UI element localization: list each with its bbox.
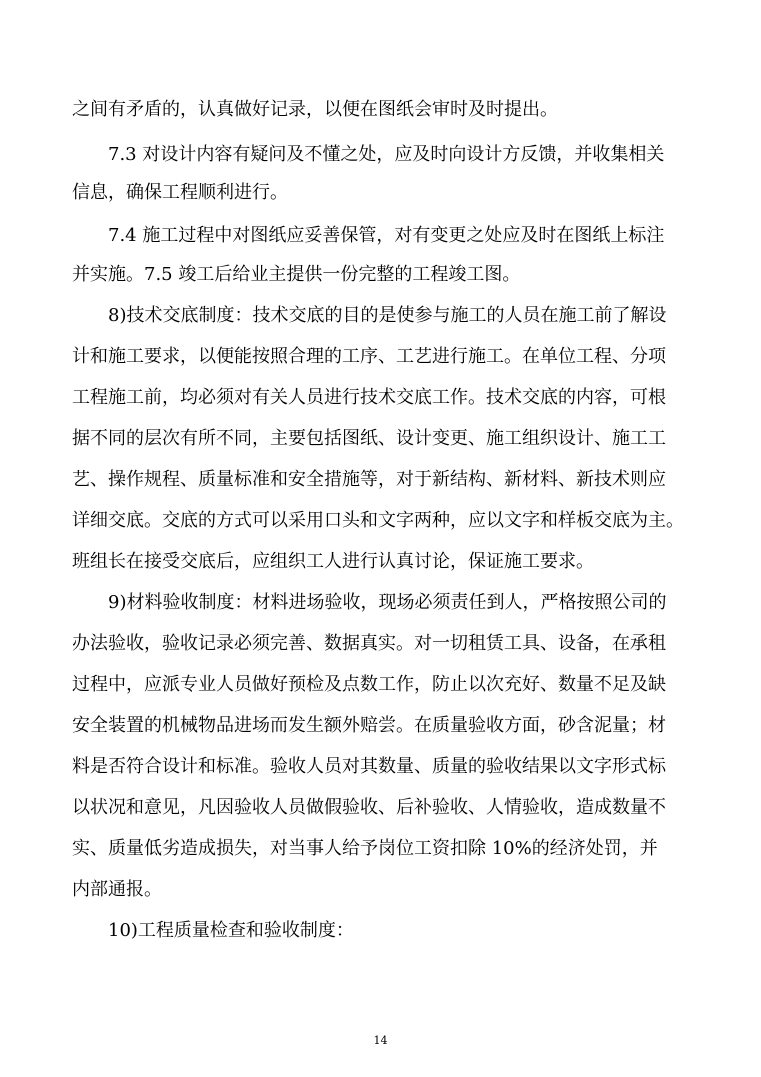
text-line: 以状况和意见，凡因验收人员做假验收、后补验收、人情验收，造成数量不 bbox=[72, 797, 666, 818]
text-line: 并实施。7.5 竣工后给业主提供一份完整的工程竣工图。 bbox=[72, 264, 521, 285]
text-line: 料是否符合设计和标准。验收人员对其数量、质量的验收结果以文字形式标 bbox=[72, 756, 666, 777]
text-line: 据不同的层次有所不同，主要包括图纸、设计变更、施工组织设计、施工工 bbox=[72, 428, 666, 449]
text-line: 8)技术交底制度：技术交底的目的是使参与施工的人员在施工前了解设 bbox=[108, 305, 667, 326]
text-line: 工程施工前，均必须对有关人员进行技术交底工作。技术交底的内容，可根 bbox=[72, 387, 666, 408]
text-line: 班组长在接受交底后，应组织工人进行认真讨论，保证施工要求。 bbox=[72, 551, 594, 572]
text-line: 7.3 对设计内容有疑问及不懂之处，应及时向设计方反馈，并收集相关 bbox=[108, 144, 665, 165]
text-line: 详细交底。交底的方式可以采用口头和文字两种，应以文字和样板交底为主。 bbox=[72, 510, 684, 531]
text-line: 9)材料验收制度：材料进场验收，现场必须责任到人，严格按照公司的 bbox=[108, 592, 667, 613]
text-line: 10)工程质量检查和验收制度： bbox=[108, 920, 354, 941]
text-line: 7.4 施工过程中对图纸应妥善保管，对有变更之处应及时在图纸上标注 bbox=[108, 225, 665, 246]
text-line: 信息，确保工程顺利进行。 bbox=[72, 182, 288, 203]
text-line: 安全装置的机械物品进场而发生额外赔尝。在质量验收方面，砂含泥量；材 bbox=[72, 715, 666, 736]
text-line: 之间有矛盾的，认真做好记录，以便在图纸会审时及时提出。 bbox=[72, 99, 558, 120]
text-line: 艺、操作规程、质量标准和安全措施等，对于新结构、新材料、新技术则应 bbox=[72, 469, 666, 490]
text-line: 计和施工要求，以便能按照合理的工序、工艺进行施工。在单位工程、分项 bbox=[72, 346, 666, 367]
text-line: 办法验收，验收记录必须完善、数据真实。对一切租赁工具、设备，在承租 bbox=[72, 633, 666, 654]
text-line: 内部通报。 bbox=[72, 879, 162, 900]
page-number: 14 bbox=[373, 1034, 388, 1047]
text-line: 实、质量低劣造成损失，对当事人给予岗位工资扣除 10%的经济处罚，并 bbox=[72, 838, 658, 859]
text-line: 过程中，应派专业人员做好预检及点数工作，防止以次充好、数量不足及缺 bbox=[72, 674, 666, 695]
